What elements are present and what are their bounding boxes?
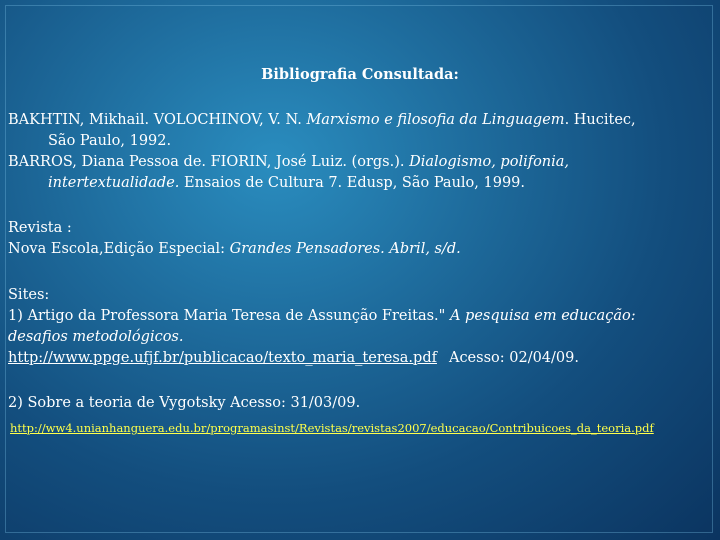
site-item-1-link[interactable]: http://www.ppge.ufjf.br/publicacao/texto_maria_teresa.pdf <box>8 350 437 366</box>
entry-authors: BARROS, Diana Pessoa de. FIORIN, José Luiz. (orgs.). <box>8 154 410 170</box>
entry-work-title: Marxismo e filosofia da Linguagem <box>306 112 565 128</box>
entry-publication-place: São Paulo, 1992. <box>48 133 172 149</box>
revista-work: Grandes Pensadores. Abril, s/d. <box>229 241 461 257</box>
revista-prefix: Nova Escola,Edição Especial: <box>8 241 230 257</box>
site-item-1-work-continued: desafios metodológicos. <box>8 329 184 345</box>
site-item-2-link-line <box>10 418 710 439</box>
site-item-1-work: A pesquisa em educação: <box>449 308 636 324</box>
slide-title: Bibliografia Consultada: <box>261 66 459 83</box>
site-item-1 <box>8 306 708 327</box>
entry-work-title: Dialogismo, polifonia, <box>409 154 570 170</box>
entry-continuation <box>8 173 708 194</box>
revista-section <box>8 218 708 260</box>
entry-publisher: . Hucitec, <box>564 112 636 128</box>
revista-heading: Revista : <box>8 220 72 236</box>
site-item-1-access: Acesso: 02/04/09. <box>448 350 579 366</box>
site-item-2-link[interactable]: http://ww4.unianhanguera.edu.br/programasinst/Revistas/revistas2007/educacao/Contribuicoes_da_teoria.pdf <box>10 421 654 435</box>
site-item-2: 2) Sobre a teoria de Vygotsky Acesso: 31/03/09. <box>8 395 361 411</box>
sites-section <box>8 285 708 369</box>
bibliography-entry-bakhtin <box>8 110 708 131</box>
bibliography-entry-barros <box>8 152 708 173</box>
site-item-1-text: 1) Artigo da Professora Maria Teresa de Assunção Freitas." <box>8 308 450 324</box>
entry-publisher: Ensaios de Cultura 7. Edusp, São Paulo, 1999. <box>179 175 526 191</box>
site-item-1-link-line <box>8 348 708 369</box>
revista-entry <box>8 239 708 260</box>
entry-authors: BAKHTIN, Mikhail. VOLOCHINOV, V. N. <box>8 112 307 128</box>
entry-work-title-continued: intertextualidade. <box>48 175 180 191</box>
sites-heading: Sites: <box>8 287 50 303</box>
bibliography-list <box>8 110 708 194</box>
